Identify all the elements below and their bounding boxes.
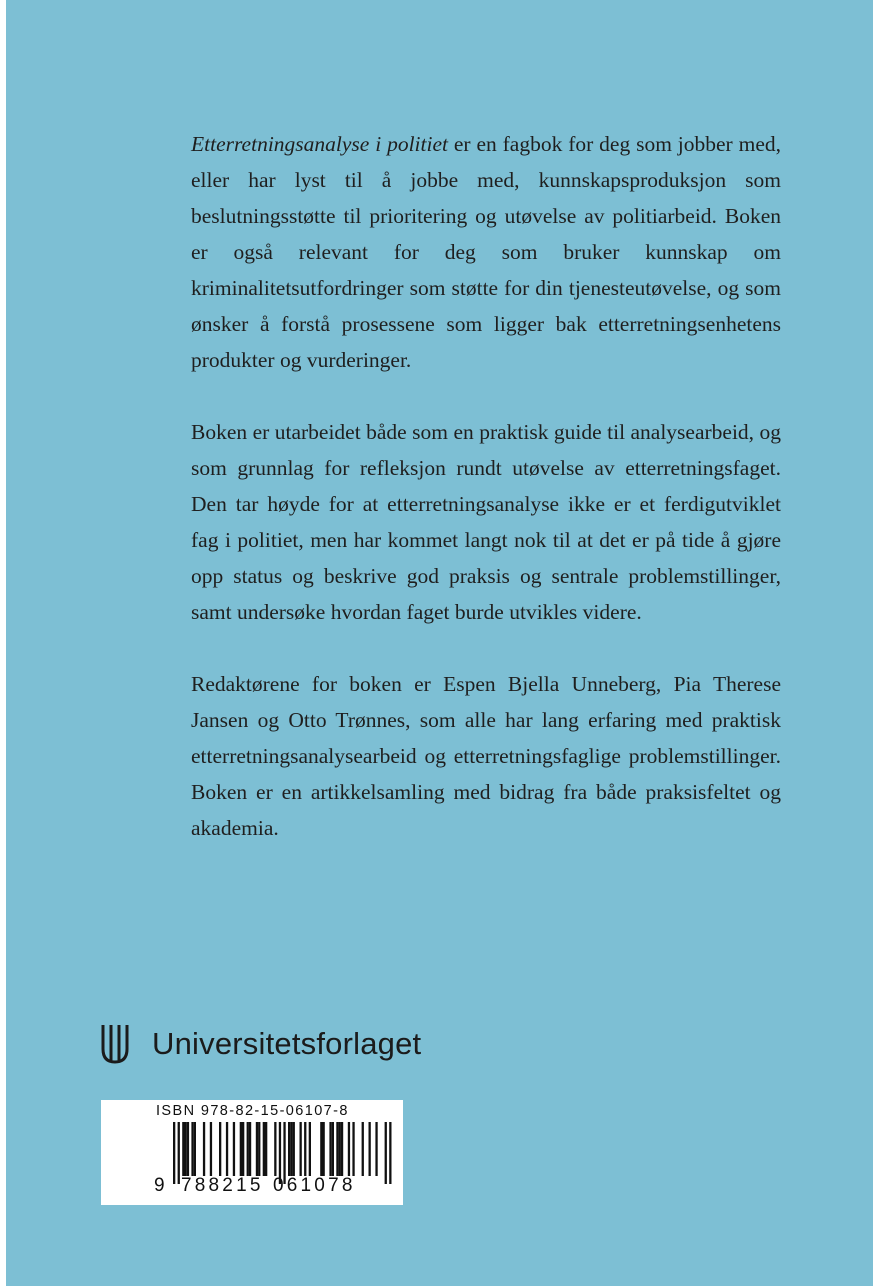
barcode-bar — [247, 1122, 249, 1176]
blurb-paragraph-3: Redaktørene for boken er Espen Bjella Unneberg, Pia Therese Jansen og Otto Trønnes, som alle har lang erfaring med praktisk etterretningsanalysearbeid og etterretningsfaglige problemstillinger. Boken er en artikkelsamling med bidrag fra både praksisfeltet og akademia. — [191, 672, 781, 840]
barcode-bar — [265, 1122, 267, 1176]
barcode-bar — [341, 1122, 343, 1176]
blurb-paragraph-2: Boken er utarbeidet både som en praktisk guide til analysearbeid, og som grunnlag for refleksjon rundt utøvelse av etterretningsfaget. Den tar høyde for at etterretningsanalyse ikke er et ferdigutviklet fag i politiet, men har kommet langt nok til at det er på tide å gjøre opp status og beskrive god praksis og sentrale problemstillinger, samt undersøke hvordan faget burde utvikles videre. — [191, 420, 781, 624]
barcode-bar — [336, 1122, 338, 1176]
blurb-paragraph-1-rest: er en fagbok for deg som jobber med, eller har lyst til å jobbe med, kunnskapsproduksjon som beslutningsstøtte til prioritering og utøvelse av politiarbeid. Boken er også relevant for deg som bruker kunnskap om kriminalitetsutfordringer som støtte for din tjenesteutøvelse, og som ønsker å forstå prosessene som ligger bak etterretningsenhetens produkter og vurderinger. — [191, 132, 781, 372]
barcode-bar — [320, 1122, 322, 1176]
barcode-bar — [274, 1122, 276, 1176]
barcode-bar — [339, 1122, 341, 1176]
barcode-bar — [290, 1122, 292, 1176]
barcode-bar — [226, 1122, 228, 1176]
barcode-bar — [187, 1122, 189, 1176]
barcode-bar — [203, 1122, 205, 1176]
barcode-bar — [385, 1122, 387, 1184]
back-cover — [6, 0, 873, 1286]
barcode-bar — [362, 1122, 364, 1176]
publisher-imprint — [100, 1022, 421, 1066]
barcode-bar — [240, 1122, 242, 1176]
barcode-bar — [210, 1122, 212, 1176]
isbn-label: ISBN 978-82-15-06107-8 — [156, 1103, 349, 1119]
barcode-bar — [185, 1122, 187, 1176]
publisher-name: Universitetsforlaget — [152, 1026, 422, 1061]
barcode-bar — [329, 1122, 331, 1176]
barcode-bar — [194, 1122, 196, 1176]
barcode-bar — [191, 1122, 193, 1176]
blurb-text — [191, 126, 781, 882]
barcode-bar — [389, 1122, 391, 1184]
barcode-bar — [263, 1122, 265, 1176]
barcode-bar — [182, 1122, 184, 1176]
barcode-bar — [300, 1122, 302, 1176]
barcode-bar — [375, 1122, 377, 1176]
ean-first-digit: 9 — [154, 1175, 168, 1196]
barcode-bar — [258, 1122, 260, 1176]
barcode-bar — [304, 1122, 306, 1176]
blurb-paragraph-1 — [191, 126, 781, 378]
book-title-italic: Etterretningsanalyse i politiet — [191, 132, 448, 156]
barcode-bar — [323, 1122, 325, 1176]
barcode-bar — [219, 1122, 221, 1176]
barcode-bar — [348, 1122, 350, 1176]
barcode-bar — [173, 1122, 175, 1184]
ean-group-2: 061078 — [273, 1175, 356, 1196]
barcode-bar — [332, 1122, 334, 1176]
barcode-bar — [309, 1122, 311, 1176]
universitetsforlaget-u-logo-icon — [100, 1023, 130, 1065]
barcode-bar — [256, 1122, 258, 1176]
barcode-bar — [233, 1122, 235, 1176]
barcode-bar — [369, 1122, 371, 1176]
ean-group-1: 788215 — [181, 1175, 264, 1196]
barcode-bar — [352, 1122, 354, 1176]
barcode-bar — [178, 1122, 180, 1184]
barcode-bar — [288, 1122, 290, 1176]
barcode-bar — [249, 1122, 251, 1176]
barcode-bar — [242, 1122, 244, 1176]
barcode-bar — [293, 1122, 295, 1176]
isbn-barcode — [101, 1100, 403, 1205]
